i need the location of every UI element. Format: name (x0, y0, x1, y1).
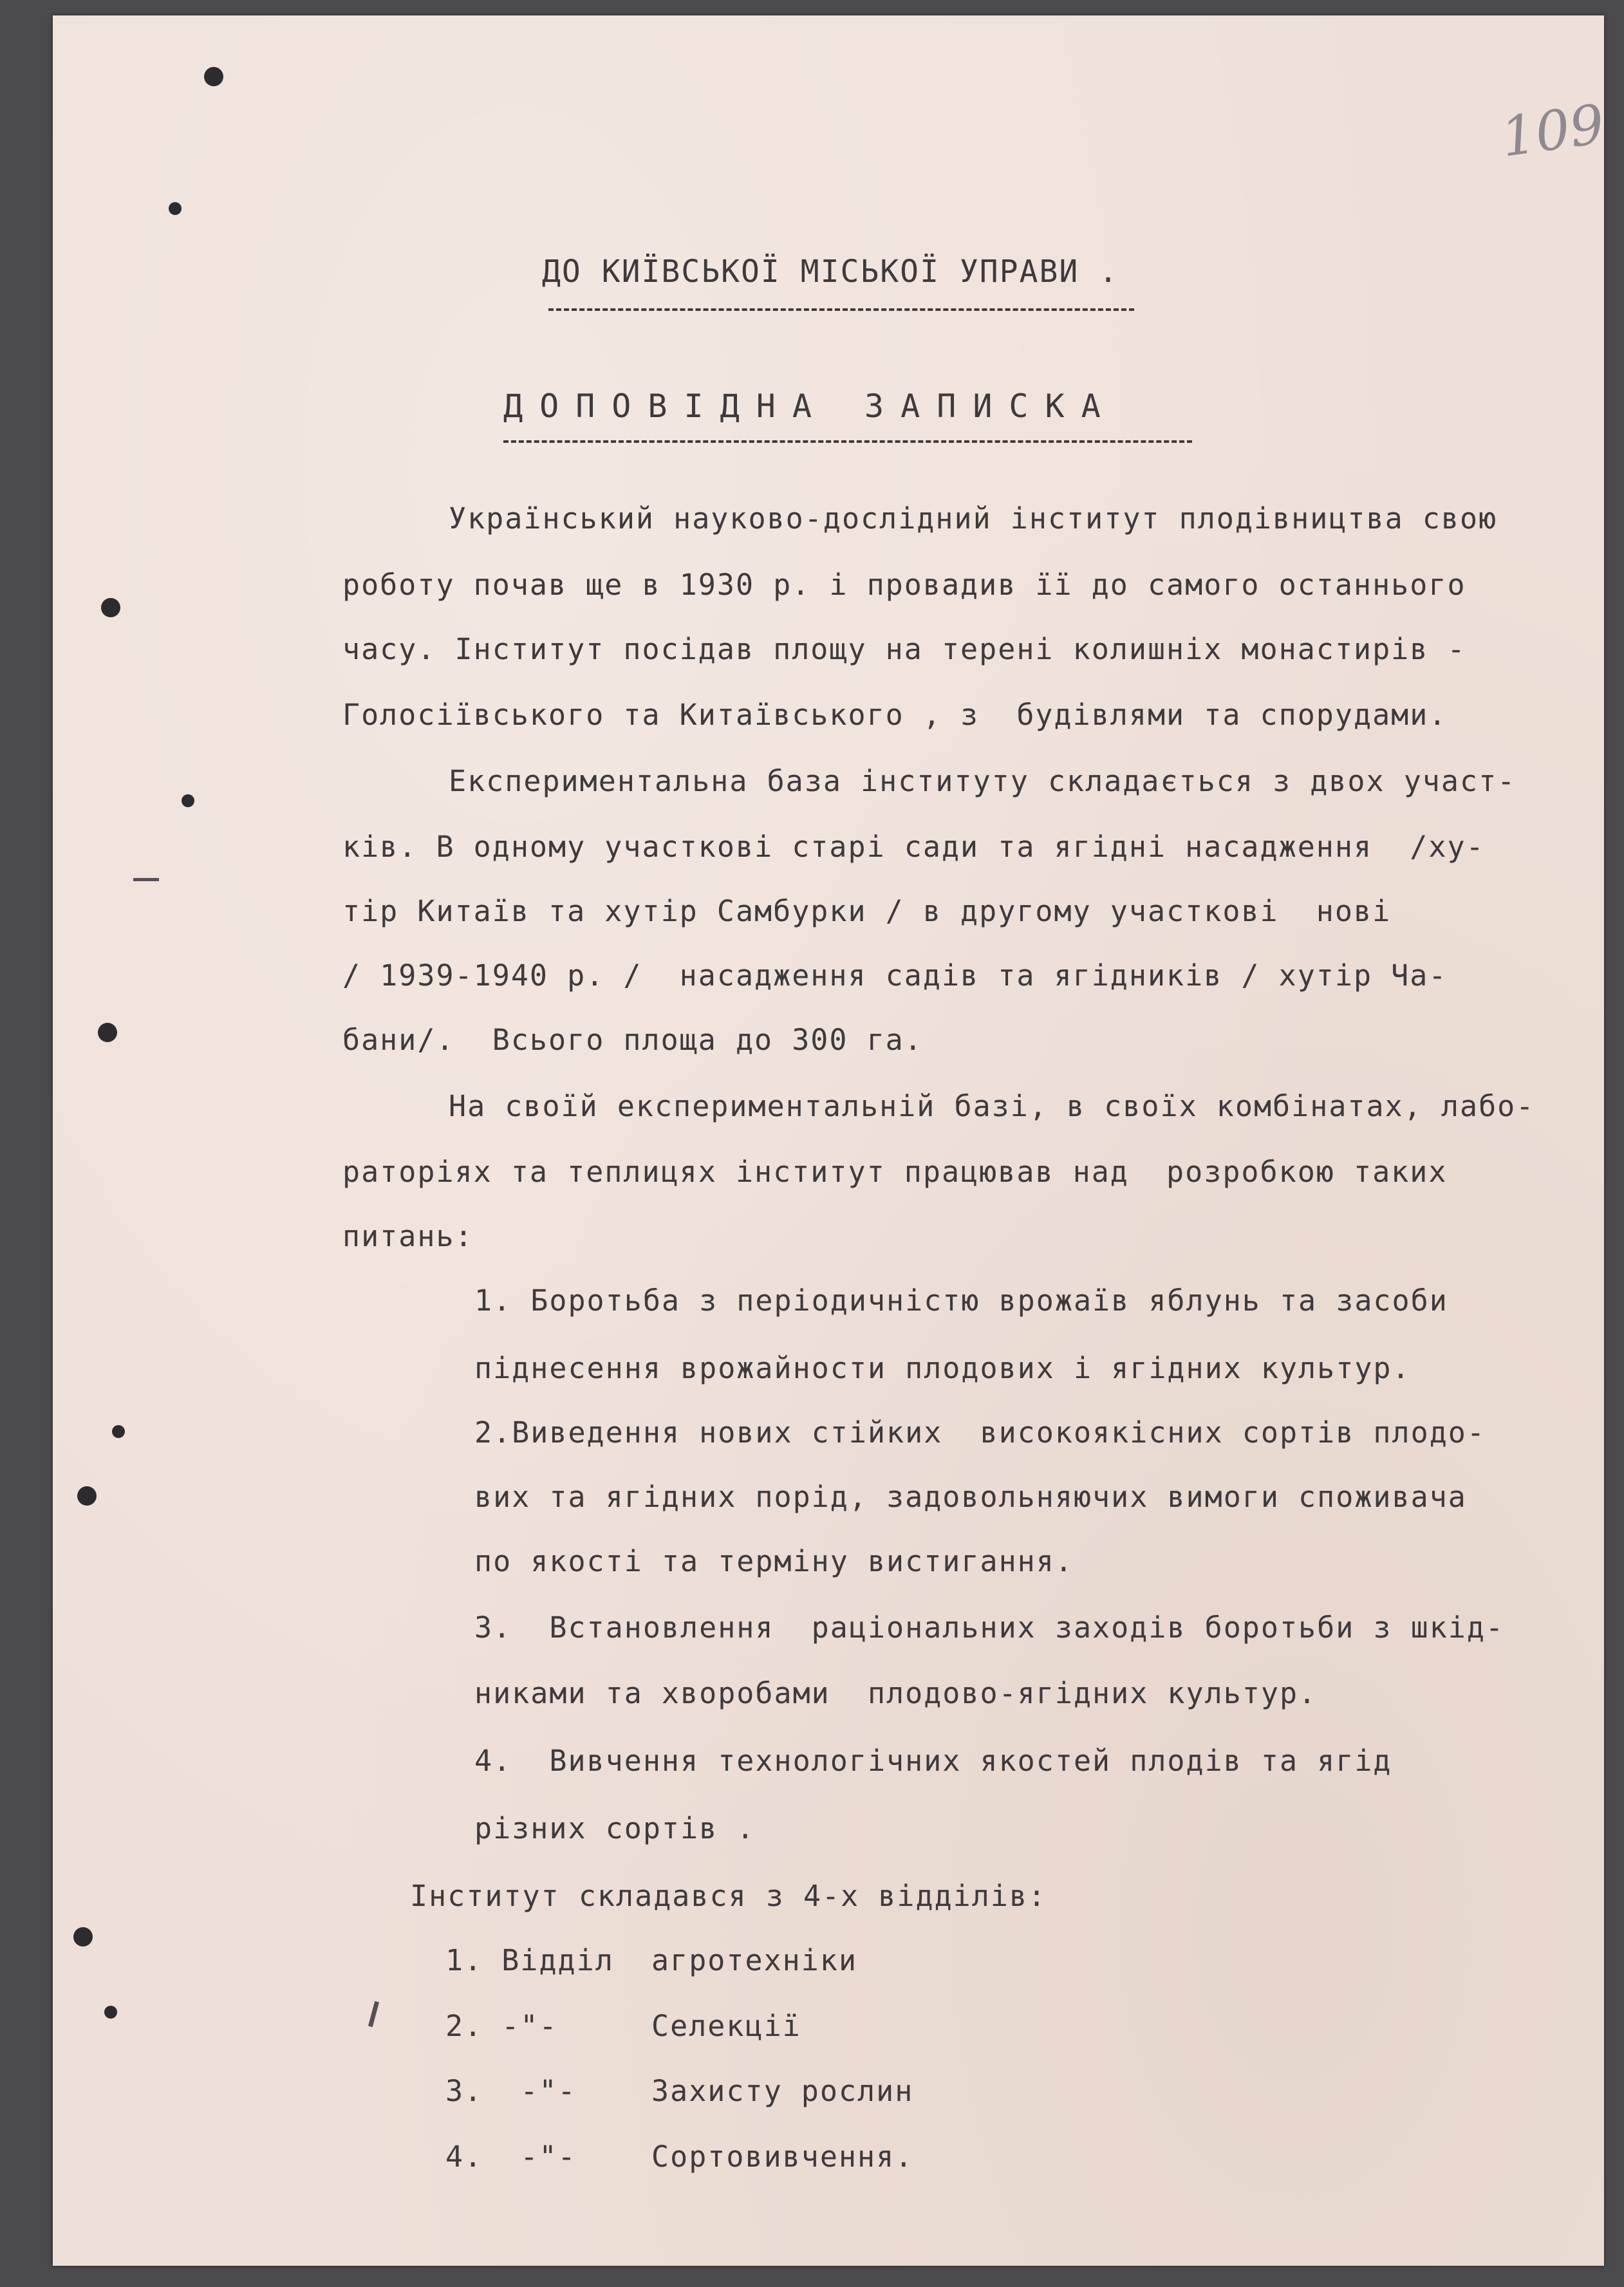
archive-folio-number: 109 (1497, 92, 1609, 169)
question-line: 4. Вивчення технологічних якостей плодів та ягід (474, 1744, 1392, 1778)
question-line: 1. Боротьба з періодичністю врожаїв яблунь та засоби (474, 1284, 1448, 1318)
question-line: 2.Виведення нових стійких високоякісних сортів плодо- (474, 1415, 1486, 1450)
binding-hole (112, 1425, 125, 1438)
binding-hole (204, 67, 223, 86)
paragraph-2-line: Експериментальна база інституту складається з двох участ- (449, 764, 1517, 798)
paragraph-3-line: питань: (342, 1219, 474, 1253)
binding-hole (169, 202, 182, 215)
paragraph-2-line: / 1939-1940 р. / насадження садів та ягідників / хутір Ча- (342, 958, 1448, 993)
paper-mark (133, 878, 159, 881)
department-item: 1. Відділ агротехніки (445, 1943, 858, 1977)
paragraph-3-line: На своїй експериментальній базі, в своїх комбінатах, лабо- (449, 1089, 1535, 1123)
addressee-heading: ДО КИЇВСЬКОЇ МІСЬКОЇ УПРАВИ . (542, 254, 1119, 290)
paragraph-2-line: бани/. Всього площа до 300 га. (342, 1023, 923, 1057)
binding-hole (101, 598, 120, 617)
question-line: никами та хворобами плодово-ягідних культур. (474, 1676, 1318, 1710)
paragraph-1-line: Український науково-дослідний інститут плодівництва свою (449, 501, 1498, 536)
paragraph-1-line: Голосіївського та Китаївського , з будівлями та спорудами. (342, 698, 1448, 732)
binding-hole (98, 1023, 117, 1042)
paragraph-2-line: тір Китаїв та хутір Самбурки / в другому участкові нові (342, 894, 1392, 928)
question-line: 3. Встановлення раціональних заходів боротьби з шкід- (474, 1610, 1505, 1645)
paragraph-3-line: раторіях та теплицях інститут працював над розробкою таких (342, 1155, 1448, 1189)
pencil-mark (368, 2001, 379, 2027)
question-line: вих та ягідних порід, задовольняючих вимоги споживача (474, 1480, 1467, 1514)
document-title: ДОПОВІДНА ЗАПИСКА (503, 387, 1117, 425)
department-item: 2. -"- Селекції (445, 2009, 801, 2043)
question-line: по якості та терміну вистигання. (474, 1544, 1074, 1578)
paragraph-1-line: часу. Інститут посідав площу на терені колишніх монастирів - (342, 632, 1466, 666)
department-item: 4. -"- Сортовивчення. (445, 2140, 914, 2174)
binding-hole (73, 1927, 93, 1946)
document-page (53, 15, 1609, 2266)
question-line: різних сортів . (474, 1811, 756, 1845)
paragraph-1-line: роботу почав ще в 1930 р. і провадив її до самого останнього (342, 568, 1466, 602)
binding-hole (182, 794, 194, 807)
binding-hole (104, 2006, 117, 2019)
addressee-underline (548, 308, 1134, 311)
binding-hole (77, 1486, 97, 1506)
departments-intro: Інститут складався з 4-х відділів: (410, 1879, 1047, 1913)
paragraph-2-line: ків. В одному участкові старі сади та ягідні насадження /ху- (342, 830, 1485, 864)
department-item: 3. -"- Захисту рослин (445, 2074, 914, 2108)
question-line: піднесення врожайности плодових і ягідних культур. (474, 1351, 1411, 1385)
title-underline (503, 440, 1192, 443)
